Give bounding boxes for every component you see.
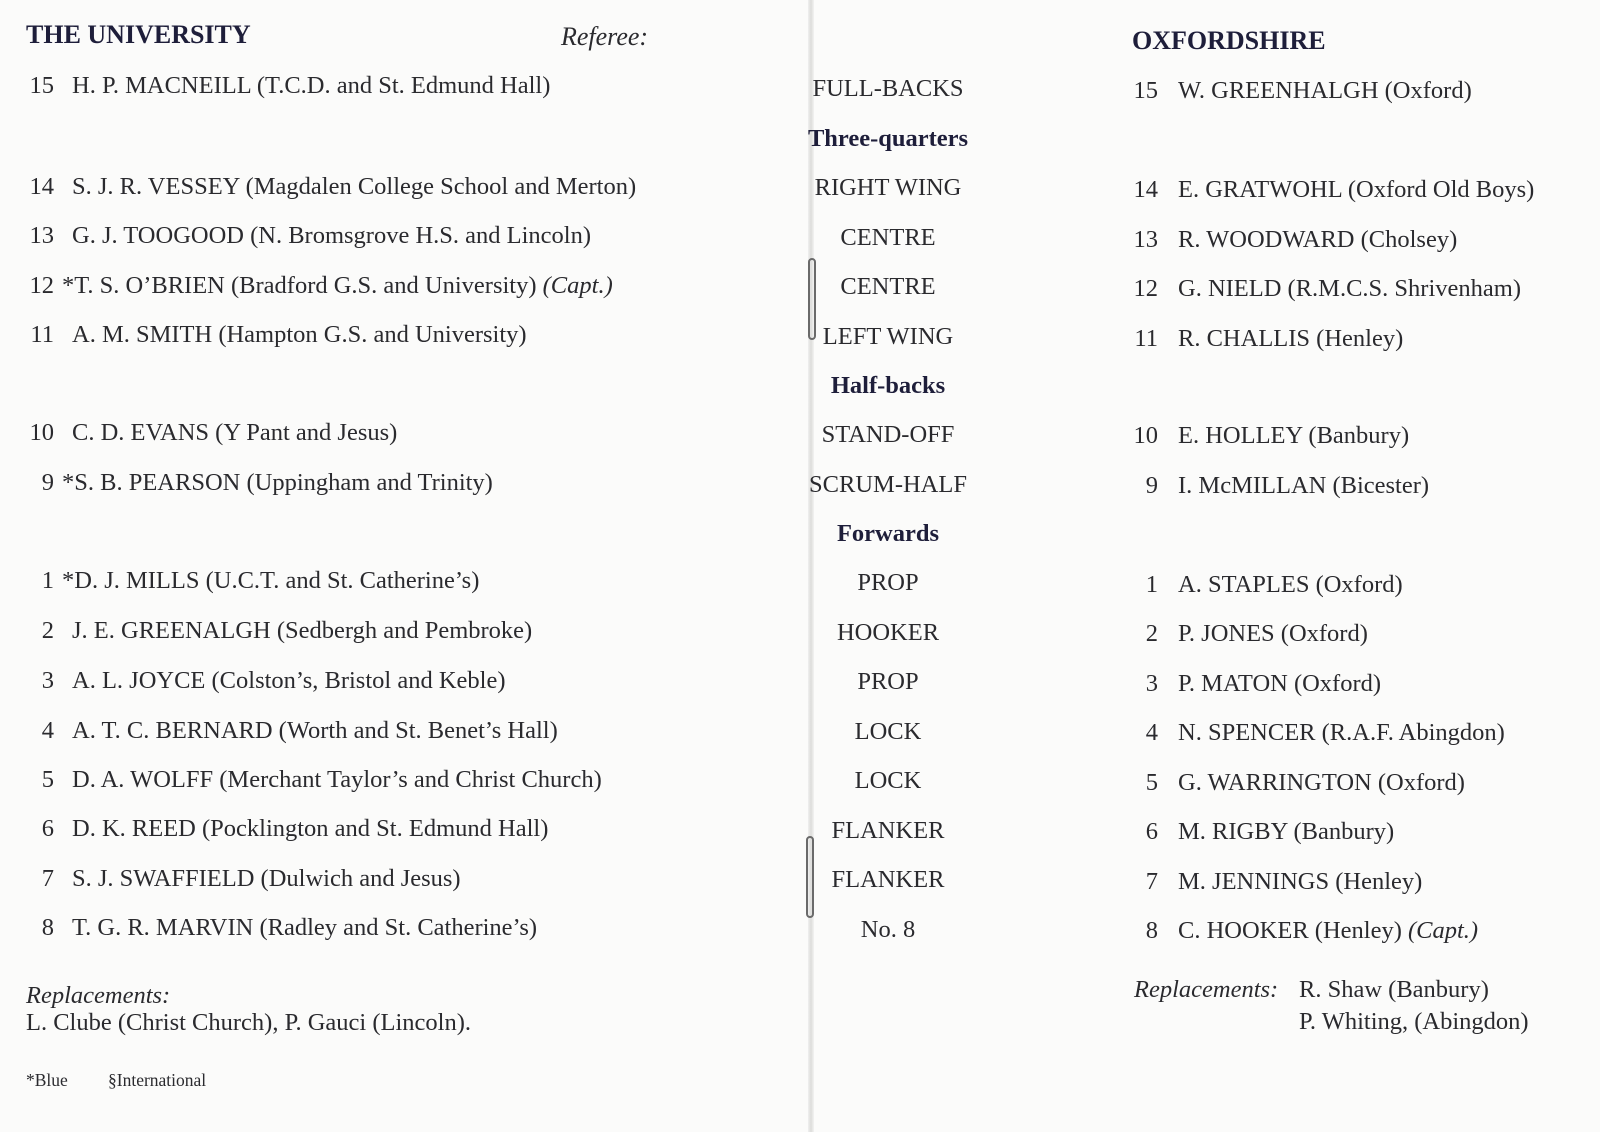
left-replacements: L. Clube (Christ Church), P. Gauci (Lincoln). xyxy=(26,1009,472,1036)
right-player-13: 13 R. WOODWARD (Cholsey) xyxy=(1133,226,1458,253)
right-player-9: 9 I. McMILLAN (Bicester) xyxy=(1145,472,1430,499)
right-player-5: 5 G. WARRINGTON (Oxford) xyxy=(1145,769,1465,796)
position-flanker-2: FLANKER xyxy=(831,866,945,893)
page-fold xyxy=(808,0,814,1132)
left-player-15: 15 H. P. MACNEILL (T.C.D. and St. Edmund Hall) xyxy=(29,72,551,99)
position-left-wing: LEFT WING xyxy=(822,323,954,350)
captain-marker: (Capt.) xyxy=(1408,917,1479,944)
position-right-wing: RIGHT WING xyxy=(814,174,962,201)
left-player-14: 14 S. J. R. VESSEY (Magdalen College School and Merton) xyxy=(29,173,637,200)
left-player-12: 12 *T. S. O’BRIEN (Bradford G.S. and University) (Capt.) xyxy=(29,272,613,299)
right-player-1: 1 A. STAPLES (Oxford) xyxy=(1145,571,1403,598)
section-three-quarters: Three-quarters xyxy=(807,125,969,152)
left-player-8: 8 T. G. R. MARVIN (Radley and St. Catherine’s) xyxy=(41,914,538,941)
right-player-8: 8 C. HOOKER (Henley) (Capt.) xyxy=(1145,917,1479,944)
right-player-12: 12 G. NIELD (R.M.C.S. Shrivenham) xyxy=(1133,275,1521,302)
right-replacements-2: P. Whiting, (Abingdon) xyxy=(1299,1008,1529,1035)
referee-label: Referee: xyxy=(561,22,649,51)
left-player-9: 9 *S. B. PEARSON (Uppingham and Trinity) xyxy=(41,469,493,496)
right-player-3: 3 P. MATON (Oxford) xyxy=(1145,670,1382,697)
footnote-blue: *Blue xyxy=(26,1070,68,1090)
section-forwards: Forwards xyxy=(836,520,940,547)
right-player-7: 7 M. JENNINGS (Henley) xyxy=(1145,868,1423,895)
right-player-15: 15 W. GREENHALGH (Oxford) xyxy=(1133,77,1472,104)
position-lock-2: LOCK xyxy=(854,767,922,794)
position-full-backs: FULL-BACKS xyxy=(812,75,964,102)
left-replacements-label: Replacements: xyxy=(26,982,171,1009)
section-half-backs: Half-backs xyxy=(830,372,946,399)
position-prop-1: PROP xyxy=(857,569,919,596)
left-player-13: 13 G. J. TOOGOOD (N. Bromsgrove H.S. and Lincoln) xyxy=(29,222,591,249)
left-player-2: 2 J. E. GREENALGH (Sedbergh and Pembroke) xyxy=(41,617,533,644)
footnote-international: §International xyxy=(108,1070,207,1090)
right-team-title: OXFORDSHIRE xyxy=(1132,26,1326,55)
right-player-4: 4 N. SPENCER (R.A.F. Abingdon) xyxy=(1145,719,1505,746)
position-lock-1: LOCK xyxy=(854,718,922,745)
position-hooker: HOOKER xyxy=(836,619,940,646)
position-prop-2: PROP xyxy=(857,668,919,695)
right-player-6: 6 M. RIGBY (Banbury) xyxy=(1145,818,1395,845)
left-player-4: 4 A. T. C. BERNARD (Worth and St. Benet’s Hall) xyxy=(41,717,558,744)
position-centre-2: CENTRE xyxy=(840,273,936,300)
right-replacements-1: R. Shaw (Banbury) xyxy=(1299,976,1489,1003)
left-player-6: 6 D. K. REED (Pocklington and St. Edmund Hall) xyxy=(41,815,549,842)
left-player-10: 10 C. D. EVANS (Y Pant and Jesus) xyxy=(29,419,398,446)
right-replacements-label: Replacements: xyxy=(1134,976,1279,1003)
right-player-11: 11 R. CHALLIS (Henley) xyxy=(1134,325,1404,352)
position-flanker-1: FLANKER xyxy=(831,817,945,844)
left-player-5: 5 D. A. WOLFF (Merchant Taylor’s and Christ Church) xyxy=(41,766,602,793)
captain-marker: (Capt.) xyxy=(542,272,613,299)
right-player-10: 10 E. HOLLEY (Banbury) xyxy=(1133,422,1410,449)
position-scrum-half: SCRUM-HALF xyxy=(809,471,967,498)
left-player-7: 7 S. J. SWAFFIELD (Dulwich and Jesus) xyxy=(41,865,461,892)
position-centre-1: CENTRE xyxy=(840,224,936,251)
position-stand-off: STAND-OFF xyxy=(821,421,955,448)
right-player-2: 2 P. JONES (Oxford) xyxy=(1145,620,1368,647)
left-team-title: THE UNIVERSITY xyxy=(26,20,251,49)
left-player-3: 3 A. L. JOYCE (Colston’s, Bristol and Keble) xyxy=(41,667,506,694)
left-player-1: 1 *D. J. MILLS (U.C.T. and St. Catherine’s) xyxy=(41,567,480,594)
position-no-8: No. 8 xyxy=(860,916,916,943)
left-player-11: 11 A. M. SMITH (Hampton G.S. and University) xyxy=(30,321,527,348)
right-player-14: 14 E. GRATWOHL (Oxford Old Boys) xyxy=(1133,176,1535,203)
